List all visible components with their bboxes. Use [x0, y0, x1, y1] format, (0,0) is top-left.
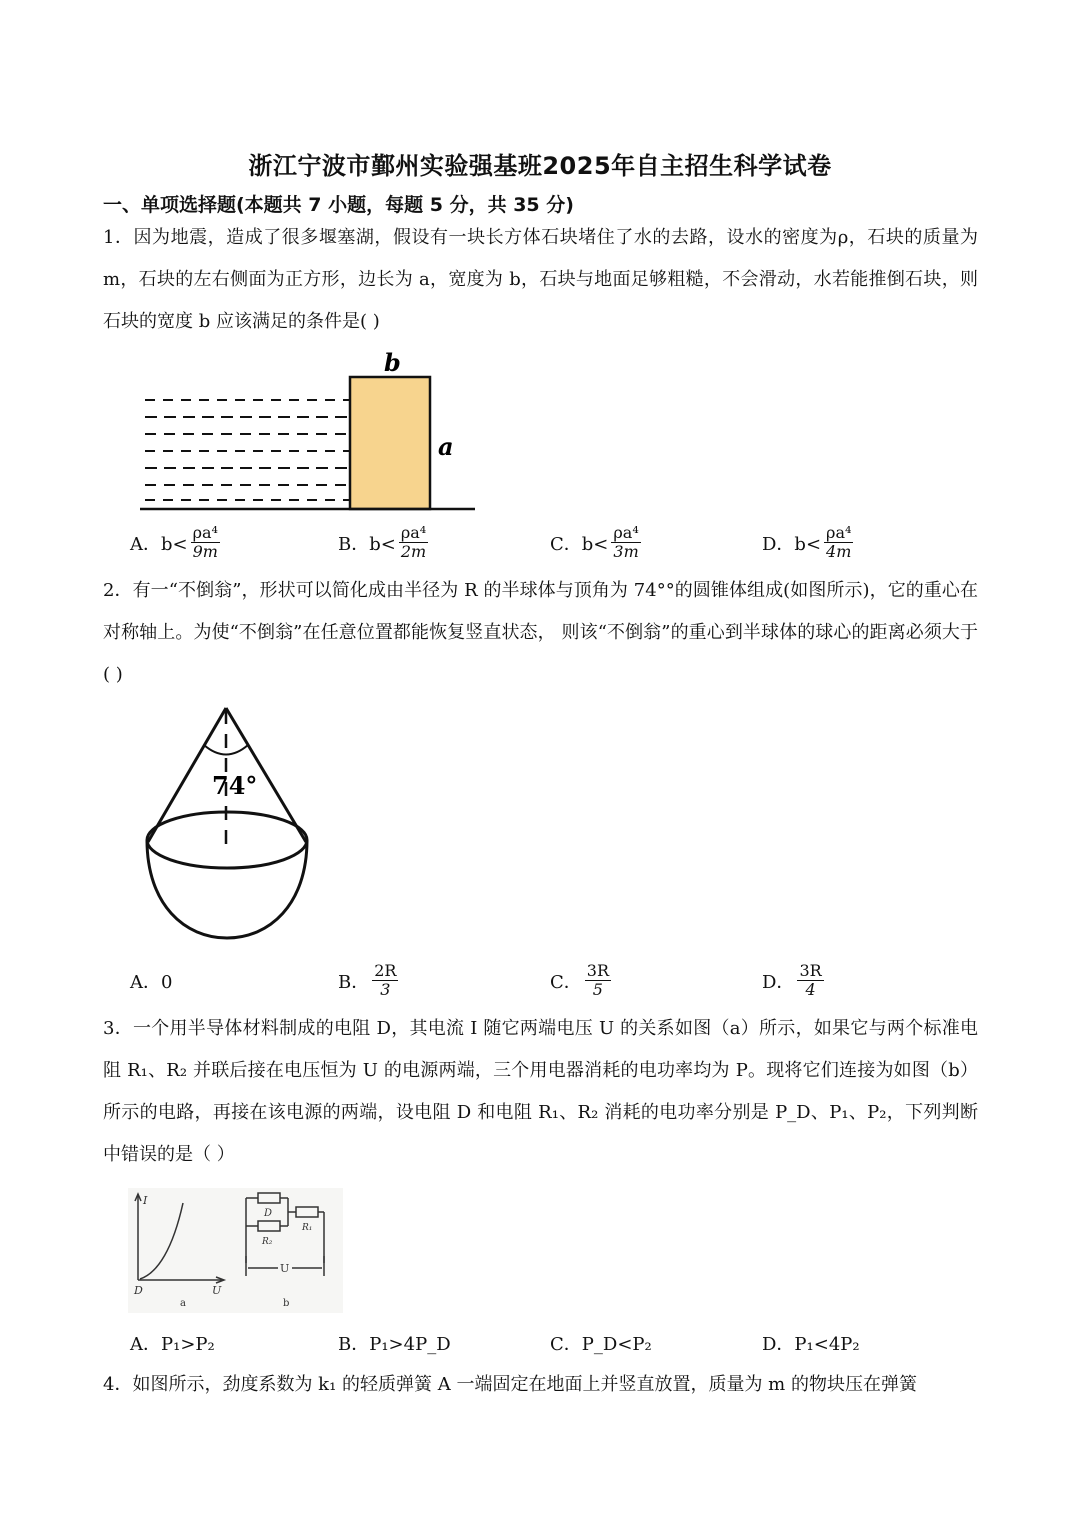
svg-text:I: I [143, 1194, 148, 1207]
svg-text:R₁: R₁ [302, 1223, 313, 1233]
svg-text:D: D [264, 1208, 273, 1219]
section-heading: 一、单项选择题(本题共 7 小题，每题 5 分，共 35 分) [103, 194, 574, 216]
block-width-label: b [384, 348, 401, 377]
q2-option-b[interactable]: B． $\frac{2R}{3}$ [338, 961, 397, 999]
block-height-label: a [438, 432, 454, 461]
q1-option-b[interactable]: B．b< $\frac{\text{ρa⁴}}{2m}$ [338, 523, 427, 561]
question-2-text: 2．有一“不倒翁”，形状可以简化成由半径为 R 的半球体与顶角为 74°°的圆锥体组成(如图所示)，它的重心在对称轴上。为使“不倒翁”在任意位置都能恢复竖直状态， 则该“不倒翁”的重心到半球体的球心的距离必须大于( ) [103, 580, 978, 685]
q2-option-a[interactable]: A．0 [130, 972, 173, 993]
q3-option-a[interactable]: A．P₁>P₂ [130, 1334, 215, 1355]
apex-angle-label: 74° [212, 771, 258, 800]
paper-title: 浙江宁波市鄞州实验强基班2025年自主招生科学试卷 [248, 152, 832, 180]
q3-option-d[interactable]: D．P₁<4P₂ [762, 1334, 860, 1355]
q1-option-a[interactable]: A．b< $\frac{\text{ρa⁴}}{9m}$ [130, 523, 218, 561]
q2-option-d[interactable]: D． $\frac{3R}{4}$ [762, 961, 822, 999]
svg-text:D: D [134, 1284, 143, 1297]
q2-option-c[interactable]: C． $\frac{3R}{5}$ [550, 961, 610, 999]
q3-option-c[interactable]: C．P_D<P₂ [550, 1334, 652, 1355]
question-2-figure [140, 700, 315, 945]
question-1-figure [140, 345, 480, 515]
q1-option-d[interactable]: D．b< $\frac{\text{ρa⁴}}{4m}$ [762, 523, 852, 561]
svg-text:U: U [280, 1262, 290, 1275]
svg-text:b: b [283, 1298, 290, 1309]
svg-text:U: U [212, 1284, 222, 1297]
hemisphere-bowl [147, 840, 307, 938]
question-3-figure [128, 1188, 343, 1313]
svg-text:a: a [180, 1298, 186, 1309]
stone-block [350, 377, 430, 509]
q3-option-b[interactable]: B．P₁>4P_D [338, 1334, 451, 1355]
q1-option-c[interactable]: C．b< $\frac{\text{ρa⁴}}{3m}$ [550, 523, 639, 561]
question-1-text: 1．因为地震，造成了很多堰塞湖，假设有一块长方体石块堵住了水的去路，设水的密度为ρ，石块的质量为 m，石块的左右侧面为正方形，边长为 a，宽度为 b，石块与地面足够粗糙，不会滑动，水若能推倒石块，则石块的宽度 b 应该满足的条件是( ) [103, 227, 978, 332]
svg-text:R₂: R₂ [262, 1237, 273, 1247]
water-lines [145, 400, 350, 500]
question-4-text: 4．如图所示，劲度系数为 k₁ 的轻质弹簧 A 一端固定在地面上并竖直放置，质量为 m 的物块压在弹簧 [103, 1374, 917, 1395]
question-3-text: 3．一个用半导体材料制成的电阻 D，其电流 I 随它两端电压 U 的关系如图（a）所示，如果它与两个标准电阻 R₁、R₂ 并联后接在电压恒为 U 的电源两端，三个用电器消耗的电功率均为 P。现将它们连接为如图（b）所示的电路，再接在该电源的两端，设电阻 D 和电阻 R₁、R₂ 消耗的电功率分别是 P_D、P₁、P₂，下列判断中错误的是（ ） [103, 1018, 978, 1165]
